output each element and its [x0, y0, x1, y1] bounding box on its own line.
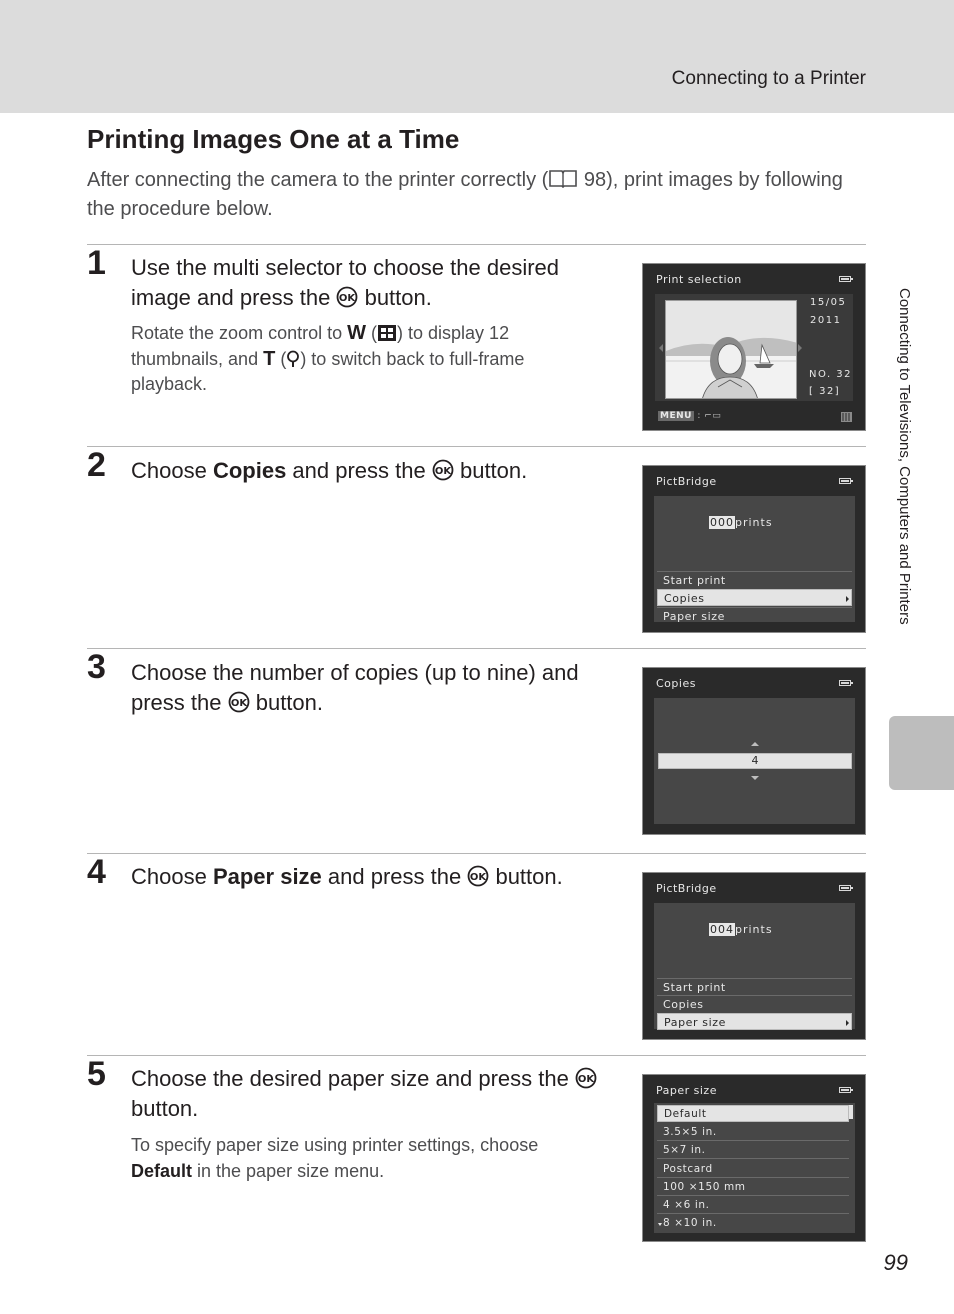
menu-item-start-print[interactable]: Start print [657, 978, 852, 995]
step-text-part: button. [131, 1096, 199, 1121]
magnify-icon [286, 350, 300, 368]
screen-copies [642, 667, 866, 835]
step-text-part: and press the [286, 458, 432, 483]
menu-item-label: Copies [664, 592, 705, 605]
screen-pictbridge-paper [642, 872, 866, 1040]
step-text-part: button. [358, 285, 432, 310]
copies-value[interactable]: 4 [658, 753, 852, 769]
screen-title: PictBridge [656, 882, 717, 895]
paper-option[interactable]: 5×7 in. [657, 1142, 849, 1159]
note-text: in the paper size menu. [192, 1160, 385, 1181]
step-instruction [131, 456, 621, 486]
increase-arrow-icon[interactable] [751, 742, 759, 746]
paper-option[interactable]: 3.5×5 in. [657, 1124, 849, 1141]
screen-panel [654, 698, 855, 824]
step-number: 5 [87, 1055, 106, 1093]
menu-item-paper-size[interactable] [657, 1013, 852, 1030]
step-instruction [131, 253, 621, 313]
print-count [709, 923, 773, 936]
menu-icon: MENU : ⌐▭ [660, 411, 722, 421]
note-text: ( [366, 323, 378, 343]
ok-button-icon [228, 691, 250, 713]
menu-item-copies[interactable] [657, 589, 852, 606]
svg-text:OK: OK [339, 293, 356, 304]
step-text-part: Use the multi selector to choose the desired image and press the [131, 255, 560, 310]
header-band [0, 0, 954, 113]
step-number: 2 [87, 446, 106, 484]
menu-item-paper-size[interactable]: Paper size [657, 607, 852, 624]
image-count: [ 32] [809, 386, 841, 397]
paper-option[interactable]: 4 ×6 in. [657, 1197, 849, 1214]
battery-icon [839, 885, 851, 891]
menu-item-label: Paper size [664, 1016, 726, 1029]
screen-title: PictBridge [656, 475, 717, 488]
screen-print-selection [642, 263, 866, 431]
year-readout: 2011 [810, 315, 842, 326]
print-count-label: prints [735, 516, 773, 529]
zoom-wide-label: W [347, 322, 367, 344]
arrow-right-icon[interactable] [798, 344, 802, 352]
note-text: ( [275, 348, 287, 369]
menu-item-copies[interactable]: Copies [657, 995, 852, 1012]
step-number: 4 [87, 853, 106, 891]
divider [87, 1055, 866, 1056]
divider [87, 244, 866, 245]
paper-option[interactable]: Postcard [657, 1161, 849, 1178]
ok-button-icon [336, 286, 358, 308]
step-instruction [131, 658, 621, 718]
note-text: ) to switch back to full-frame playback. [131, 348, 525, 394]
battery-icon [839, 680, 851, 686]
portrait-image [666, 301, 797, 399]
svg-text:OK: OK [577, 1074, 595, 1085]
battery-icon [839, 1087, 851, 1093]
date-readout: 15/05 [810, 297, 847, 308]
screen-panel [654, 903, 855, 1029]
step-text-part: Choose [131, 458, 213, 483]
step-text-part: button. [249, 690, 323, 715]
chapter-tab-label: Connecting to Televisions, Computers and Printers [896, 288, 913, 625]
paper-option-default[interactable]: Default [657, 1105, 849, 1122]
battery-icon [839, 276, 851, 282]
print-count [709, 516, 773, 529]
step-text-part: button. [489, 864, 563, 889]
print-count-value[interactable]: 004 [710, 923, 734, 936]
battery-icon [839, 478, 851, 484]
image-number: NO. 32 [809, 369, 853, 380]
screen-paper-size [642, 1074, 866, 1242]
svg-text:OK: OK [470, 872, 487, 883]
menu-term: Copies [212, 458, 287, 483]
step-number: 3 [87, 648, 106, 686]
screen-pictbridge [642, 465, 866, 633]
screen-title: Print selection [656, 273, 742, 286]
menu-item-start-print[interactable]: Start print [657, 571, 852, 588]
page-number: 99 [883, 1250, 908, 1275]
chevron-right-icon [846, 596, 849, 602]
chevron-right-icon [846, 1020, 849, 1026]
intro-paragraph [87, 166, 847, 224]
step-text-part: Choose [131, 864, 213, 889]
paper-option[interactable]: 100 ×150 mm [657, 1179, 849, 1196]
paper-option[interactable]: 8 ×10 in. [663, 1217, 717, 1229]
menu-label: MENU [660, 411, 692, 421]
photo-thumbnail [665, 300, 797, 399]
note-text: To specify paper size using printer settings, choose [131, 1135, 539, 1155]
step-text-part: Choose the number of copies (up to nine) and press the [131, 660, 579, 715]
print-count-value[interactable]: 000 [710, 516, 734, 529]
print-count-label: prints [735, 923, 773, 936]
divider [87, 853, 866, 854]
step-text-part: button. [453, 458, 528, 483]
step-text-part: Choose the desired paper size and press the [131, 1066, 575, 1091]
grid-icon [841, 412, 852, 422]
menu-term: Paper size [212, 864, 322, 889]
book-reference-icon [548, 168, 578, 188]
svg-text:OK: OK [230, 698, 247, 709]
svg-text:OK: OK [434, 466, 451, 477]
menu-term: Default [131, 1160, 193, 1181]
intro-text-start: After connecting the camera to the printer correctly ( [87, 169, 549, 191]
screen-panel [654, 1103, 855, 1233]
thumbnail-grid-icon [377, 324, 397, 342]
step-number: 1 [87, 244, 106, 282]
chapter-tab[interactable] [889, 716, 954, 790]
intro-text-end: 98), print images by following the procedure below. [87, 169, 843, 220]
screen-title: Paper size [656, 1084, 717, 1097]
note-text: Rotate the zoom control to [131, 323, 348, 343]
screen-panel [654, 496, 855, 622]
step-instruction [131, 862, 621, 892]
divider [87, 446, 866, 447]
scroll-down-icon [658, 1223, 662, 1226]
arrow-left-icon[interactable] [659, 344, 663, 352]
page-title: Printing Images One at a Time [87, 124, 460, 154]
ok-button-icon [467, 865, 489, 887]
step-note [131, 321, 601, 398]
scrollbar[interactable] [849, 1105, 853, 1119]
screen-title: Copies [656, 677, 696, 690]
section-title: Connecting to a Printer [671, 68, 866, 89]
step-text-part: and press the [321, 864, 468, 889]
decrease-arrow-icon[interactable] [751, 776, 759, 780]
step-note [131, 1133, 601, 1184]
zoom-tele-label: T [263, 347, 276, 370]
ok-button-icon [432, 459, 454, 481]
step-instruction [131, 1064, 621, 1124]
note-text: ) to display 12 thumbnails, and [131, 323, 510, 369]
divider [87, 648, 866, 649]
ok-button-icon [575, 1067, 597, 1089]
